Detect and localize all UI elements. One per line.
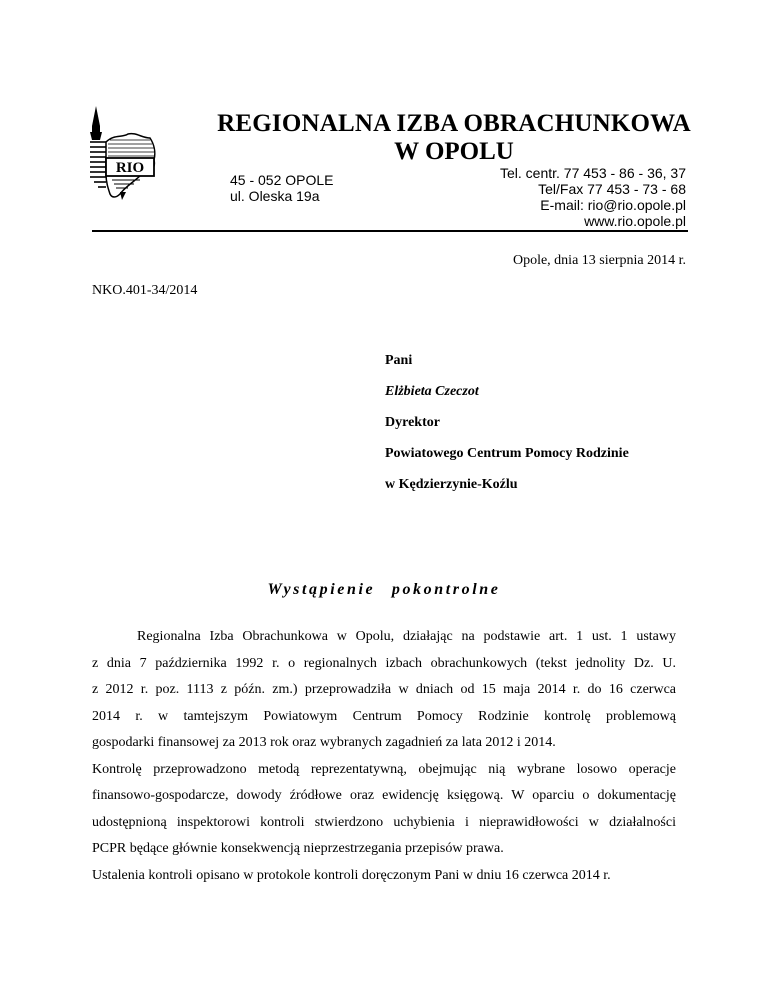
body-line: z 2012 r. poz. 1113 z późn. zm.) przeprowadziła w dniach od 15 maja 2014 r. do 16 czerwca: [92, 682, 676, 697]
postal-address: 45 - 052 OPOLE: [230, 172, 334, 188]
street-address: ul. Oleska 19a: [230, 188, 320, 204]
document-heading: Wystąpienie pokontrolne: [267, 581, 501, 598]
body-text: [92, 624, 676, 889]
body-line: Ustalenia kontroli opisano w protokole kontroli doręczonym Pani w dniu 16 czerwca 2014 r.: [92, 867, 611, 883]
org-name-line1: REGIONALNA IZBA OBRACHUNKOWA: [217, 110, 691, 137]
body-line: Regionalna Izba Obrachunkowa w Opolu, działając na podstawie art. 1 ust. 1 ustawy: [137, 629, 676, 644]
phone-central: Tel. centr. 77 453 - 86 - 36, 37: [499, 165, 686, 181]
logo-text: RIO: [115, 160, 145, 176]
body-line: finansowo-gospodarcze, dowody źródłowe oraz ewidencję księgową. W oparciu o dokumentację: [92, 788, 676, 803]
addressee-position: Dyrektor: [385, 415, 440, 430]
org-name-line2: W OPOLU: [394, 138, 514, 165]
date-line: Opole, dnia 13 sierpnia 2014 r.: [512, 253, 686, 268]
contact-block: [500, 165, 686, 229]
body-line: 2014 r. w tamtejszym Powiatowym Centrum Pomocy Rodzinie kontrolę problemową: [92, 708, 676, 724]
addressee-block: [385, 345, 629, 500]
body-line: Kontrolę przeprowadzono metodą reprezentatywną, obejmując nią wybrane losowo operacje: [92, 761, 676, 777]
rio-logo: [84, 104, 160, 202]
reference-number: NKO.401-34/2014: [92, 283, 198, 298]
body-line: gospodarki finansowej za 2013 rok oraz wybranych zagadnień za lata 2012 i 2014.: [92, 735, 556, 750]
body-line: z dnia 7 października 1992 r. o regionalnych izbach obrachunkowych (tekst jednolity Dz. U.: [92, 655, 676, 671]
addressee-name: Elżbieta Czeczot: [385, 384, 479, 399]
addressee-salutation: Pani: [385, 353, 413, 368]
header-divider: [92, 230, 688, 232]
body-line: udostępnioną inspektorowi kontroli stwierdzono uchybienia i nieprawidłowości w działalności: [92, 814, 676, 830]
addressee-location: w Kędzierzynie-Koźlu: [385, 477, 518, 492]
phone-fax: Tel/Fax 77 453 - 73 - 68: [538, 181, 686, 197]
body-line: PCPR będące głównie konsekwencją nieprzestrzegania przepisów prawa.: [92, 841, 504, 856]
addressee-institution: Powiatowego Centrum Pomocy Rodzinie: [385, 446, 629, 461]
email: E-mail: rio@rio.opole.pl: [540, 197, 686, 213]
website: www.rio.opole.pl: [584, 213, 686, 229]
